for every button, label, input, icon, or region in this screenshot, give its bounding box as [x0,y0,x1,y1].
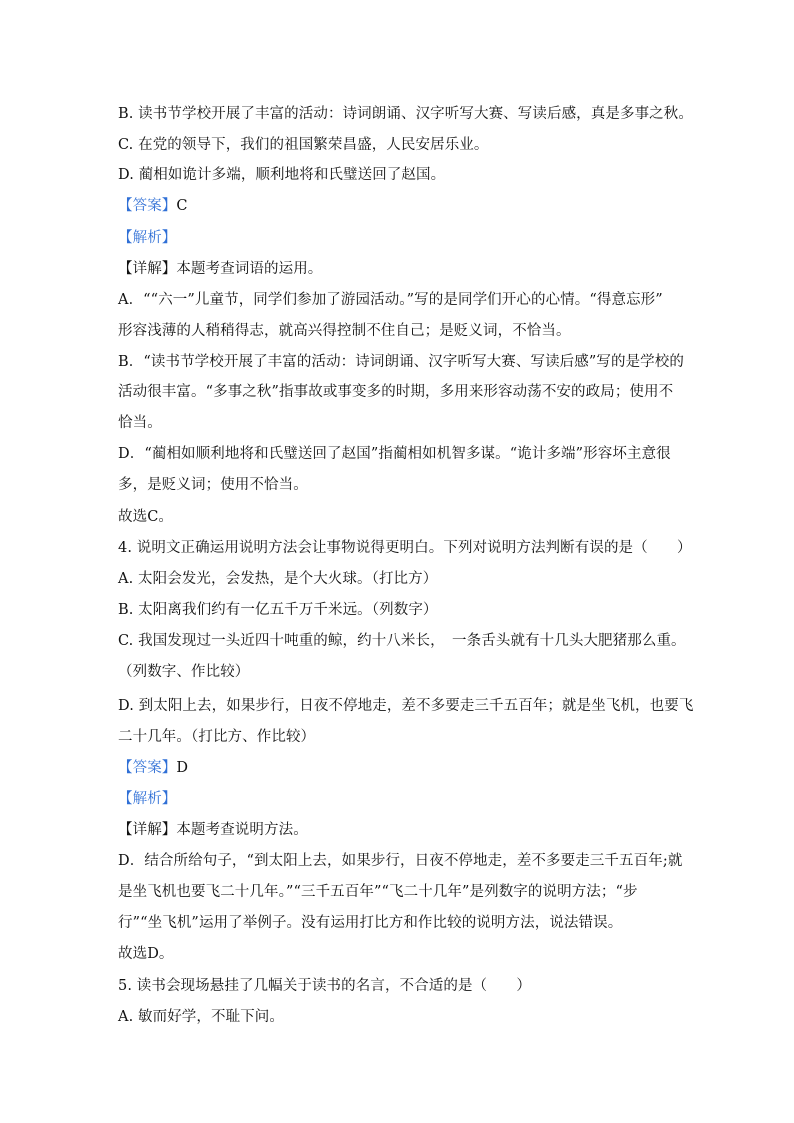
choose-line-2: 故选D。 [118,946,174,962]
q4-option-d-line2: 二十几年。（打比方、作比较） [118,729,316,745]
explanation-a-line2: 形容浅薄的人稍稍得志，就高兴得控制不住自己；是贬义词，不恰当。 [118,323,571,339]
q4-explanation-line3: 行”“坐飞机”运用了举例子。没有运用打比方和作比较的说明方法，说法错误。 [118,915,623,931]
analysis-line-2 [118,789,676,809]
q4-option-c-line1: C. 我国发现过一头近四十吨重的鲸，约十八米长， 一条舌头就有十几头大肥猪那么重。 [118,633,686,649]
explanation-b-line3: 恰当。 [118,415,162,431]
question-5-line: 5. 读书会现场悬挂了几幅关于读书的名言，不合适的是（ ） [118,978,531,994]
q5-option-a-line: A. 敏而好学，不耻下问。 [118,1009,284,1025]
q4-option-a-line: A. 太阳会发光，会发热，是个大火球。（打比方） [118,571,438,587]
detail-line: 【详解】本题考查词语的运用。 [118,261,323,277]
option-d-line: D. 蔺相如诡计多端，顺利地将和氏璧送回了赵国。 [118,167,446,183]
answer-value: C [176,198,188,214]
explanation-d-line1: D．“蔺相如顺利地将和氏璧送回了赵国”指蔺相如机智多谋。“诡计多端”形容坏主意很 [118,446,671,462]
q4-option-b-line: B. 太阳离我们约有一亿五千万千米远。（列数字） [118,602,438,618]
choose-line: 故选C。 [118,509,173,525]
explanation-b-line1: B．“读书节学校开展了丰富的活动：诗词朗诵、汉字听写大赛、写读后感”写的是学校的 [118,354,684,370]
explanation-b-line2: 活动很丰富。“多事之秋”指事故或事变多的时期，多用来形容动荡不安的政局；使用不 [118,384,674,400]
q4-explanation-line1: D．结合所给句子，“到太阳上去，如果步行，日夜不停地走，差不多要走三千五百年;就 [118,853,683,869]
analysis-line [118,228,676,248]
analysis-tag-2: 【解析】 [118,791,177,807]
answer-tag-2: 【答案】 [118,760,177,776]
detail-line-2: 【详解】本题考查说明方法。 [118,822,308,838]
answer-value-2: D [176,760,189,776]
answer-line [118,196,676,216]
option-c-line: C. 在党的领导下，我们的祖国繁荣昌盛，人民安居乐业。 [118,137,489,153]
answer-tag: 【答案】 [118,198,177,214]
explanation-a-line1: A．““六一”儿童节，同学们参加了游园活动。”写的是同学们开心的心情。“得意忘形” [118,292,663,308]
question-4-line: 4. 说明文正确运用说明方法会让事物说得更明白。下列对说明方法判断有误的是（ ） [118,540,692,556]
q4-explanation-line2: 是坐飞机也要飞二十几年。”“三千五百年”“飞二十几年”是列数字的说明方法；“步 [118,884,638,900]
answer-line-2 [118,758,676,778]
q4-option-d-line1: D. 到太阳上去，如果步行，日夜不停地走，差不多要走三千五百年；就是坐飞机，也要飞 [118,698,694,714]
analysis-tag: 【解析】 [118,230,177,246]
explanation-d-line2: 多，是贬义词；使用不恰当。 [118,477,308,493]
q4-option-c-line2: （列数字、作比较） [118,664,250,680]
option-b-line: B. 读书节学校开展了丰富的活动：诗词朗诵、汉字听写大赛、写读后感，真是多事之秋。 [118,106,693,122]
